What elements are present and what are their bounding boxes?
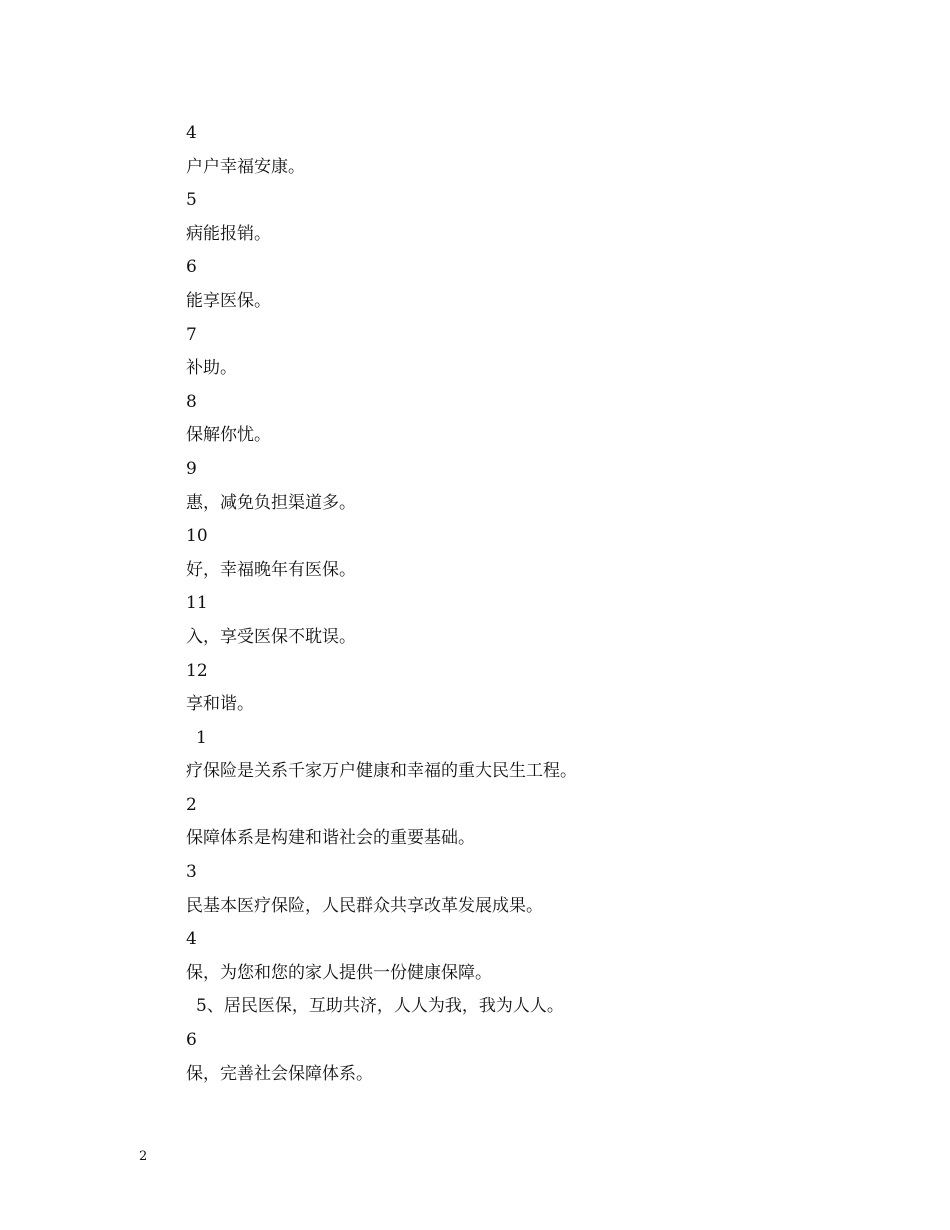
text-line: 能享医保。: [186, 290, 271, 311]
item-number: 1: [196, 727, 207, 748]
document-body: [186, 117, 886, 1091]
item-number: 8: [186, 391, 197, 412]
item-number: 11: [186, 593, 208, 614]
text-line: 入，享受医保不耽误。: [186, 626, 356, 647]
text-line: 疗保险是关系千家万户健康和幸福的重大民生工程。: [186, 761, 577, 782]
text-line: 保障体系是构建和谐社会的重要基础。: [186, 828, 475, 849]
text-line: 保，为您和您的家人提供一份健康保障。: [186, 962, 492, 983]
item-number: 12: [186, 660, 208, 681]
page-number: 2: [139, 1149, 148, 1164]
item-number: 4: [186, 929, 197, 950]
text-line: 补助。: [186, 358, 237, 379]
text-line: 保解你忧。: [186, 425, 271, 446]
text-line: 病能报销。: [186, 223, 271, 244]
item-number: 10: [186, 526, 208, 547]
text-line: 保，完善社会保障体系。: [186, 1063, 373, 1084]
item-number: 7: [186, 324, 197, 345]
text-line: 享和谐。: [186, 694, 254, 715]
text-line: 好，幸福晚年有医保。: [186, 559, 356, 580]
item-number: 4: [186, 123, 197, 143]
item-number: 6: [186, 257, 197, 278]
item-number: 6: [186, 1030, 197, 1051]
text-line: 民基本医疗保险，人民群众共享改革发展成果。: [186, 895, 543, 916]
item-number: 5: [186, 190, 197, 211]
item-number: 3: [186, 862, 197, 883]
item-number: 9: [186, 458, 197, 479]
item-number: 2: [186, 794, 197, 815]
text-line: 户户幸福安康。: [186, 156, 305, 177]
text-line: 5、居民医保，互助共济，人人为我，我为人人。: [196, 996, 564, 1017]
text-line: 惠，减免负担渠道多。: [186, 492, 356, 513]
